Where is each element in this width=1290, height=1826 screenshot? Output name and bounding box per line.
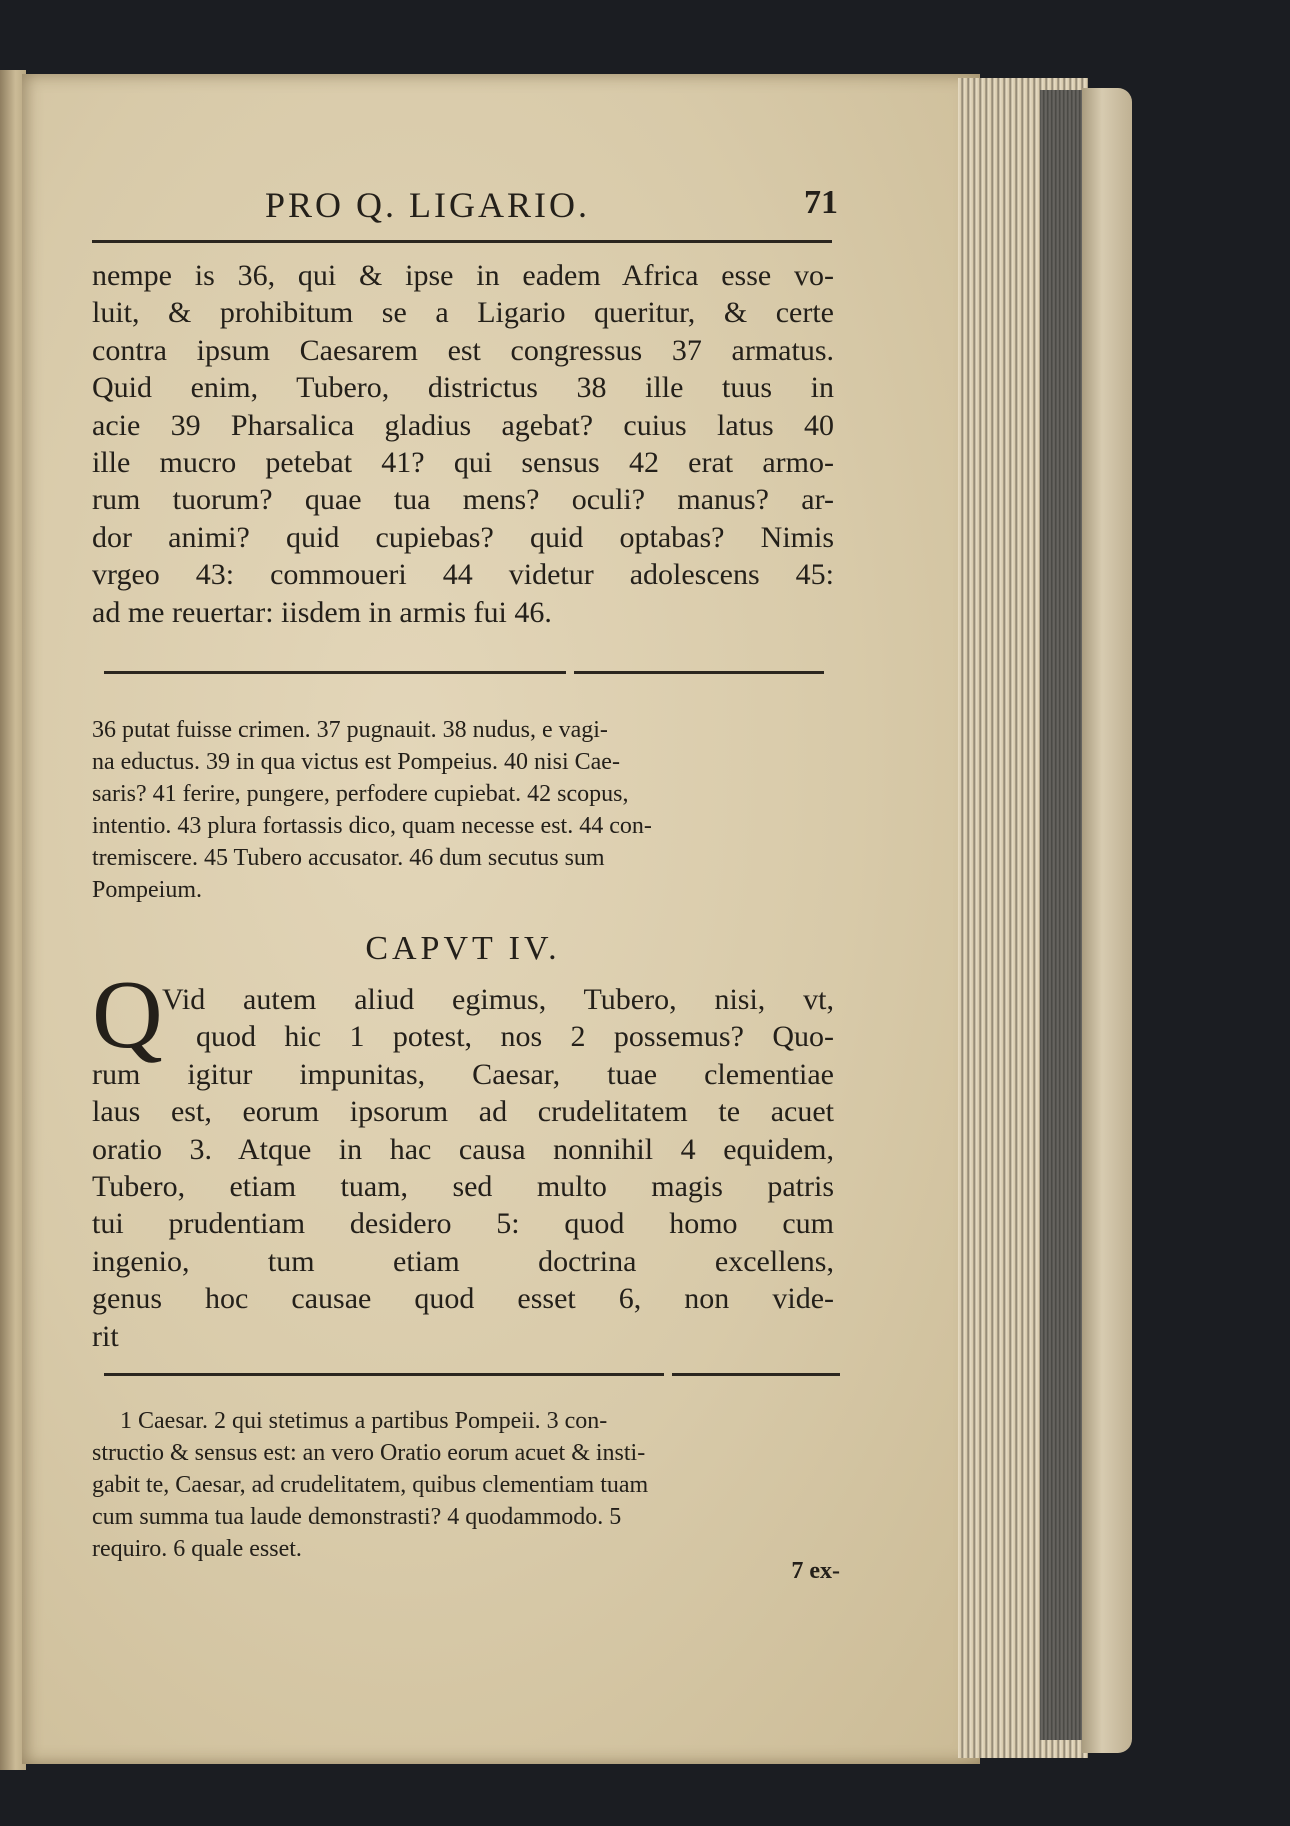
footnote-line: Pompeium. bbox=[92, 877, 203, 903]
notes-divider-top-right bbox=[574, 671, 824, 674]
text-line: ille mucro petebat 41? qui sensus 42 erat armo- bbox=[92, 445, 834, 479]
text-line: genus hoc causae quod esset 6, non vide- bbox=[92, 1282, 834, 1316]
footnote-line: requiro. 6 quale esset. bbox=[92, 1536, 302, 1562]
body-text-top bbox=[92, 257, 834, 631]
text-line: luit, & prohibitum se a Ligario queritur, & certe bbox=[92, 296, 834, 330]
text-line: rit bbox=[92, 1319, 119, 1353]
text-line: ad me reuertar: iisdem in armis fui 46. bbox=[92, 595, 552, 629]
body-text-bottom bbox=[92, 981, 834, 1355]
footnotes-top bbox=[92, 714, 834, 906]
text-line: rum tuorum? quae tua mens? oculi? manus? ar- bbox=[92, 483, 834, 517]
text-line: laus est, eorum ipsorum ad crudelitatem te acuet bbox=[92, 1095, 834, 1129]
text-line: quod hic 1 potest, nos 2 possemus? Quo- bbox=[196, 1020, 834, 1054]
text-line: nempe is 36, qui & ipse in eadem Africa esse vo- bbox=[92, 259, 834, 292]
drop-cap: Q bbox=[92, 961, 163, 1069]
notes-divider-bottom-right bbox=[672, 1373, 840, 1376]
page-number: 71 bbox=[804, 184, 838, 221]
text-line: Vid autem aliud egimus, Tubero, nisi, vt, bbox=[162, 983, 834, 1016]
text-line: dor animi? quid cupiebas? quid optabas? Nimis bbox=[92, 520, 834, 554]
text-line: rum igitur impunitas, Caesar, tuae clementiae bbox=[92, 1057, 834, 1091]
text-line: Tubero, etiam tuam, sed multo magis patris bbox=[92, 1169, 834, 1203]
notes-divider-bottom bbox=[104, 1373, 664, 1376]
chapter-title: CAPVT IV. bbox=[365, 930, 561, 967]
notes-divider-top bbox=[104, 671, 566, 674]
book-cover-edge bbox=[1082, 88, 1132, 1753]
text-line: Quid enim, Tubero, districtus 38 ille tuus in bbox=[92, 371, 834, 405]
text-line: ingenio, tum etiam doctrina excellens, bbox=[92, 1244, 834, 1278]
text-line: vrgeo 43: commoueri 44 videtur adolescens 45: bbox=[92, 558, 834, 592]
footnote-line: 36 putat fuisse crimen. 37 pugnauit. 38 nudus, e vagi- bbox=[92, 717, 608, 743]
footnote-line: intentio. 43 plura fortassis dico, quam necesse est. 44 con- bbox=[92, 813, 652, 839]
header-rule bbox=[92, 240, 832, 243]
footnote-line: structio & sensus est: an vero Oratio eorum acuet & insti- bbox=[92, 1440, 646, 1466]
text-line: acie 39 Pharsalica gladius agebat? cuius latus 40 bbox=[92, 408, 834, 442]
catchword: 7 ex- bbox=[791, 1558, 840, 1584]
page-fore-edge-shadow bbox=[1040, 90, 1088, 1740]
running-head: PRO Q. LIGARIO. bbox=[265, 185, 591, 225]
text-line: contra ipsum Caesarem est congressus 37 armatus. bbox=[92, 333, 834, 367]
text-line: oratio 3. Atque in hac causa nonnihil 4 equidem, bbox=[92, 1132, 834, 1166]
text-line: tui prudentiam desidero 5: quod homo cum bbox=[92, 1207, 834, 1241]
footnote-line: saris? 41 ferire, pungere, perfodere cupiebat. 42 scopus, bbox=[92, 781, 629, 807]
footnote-line: cum summa tua laude demonstrasti? 4 quodammodo. 5 bbox=[92, 1504, 622, 1530]
footnote-line: 1 Caesar. 2 qui stetimus a partibus Pompeii. 3 con- bbox=[120, 1408, 608, 1434]
footnote-line: tremiscere. 45 Tubero accusator. 46 dum secutus sum bbox=[92, 845, 605, 871]
footnotes-bottom bbox=[92, 1405, 834, 1565]
footnote-line: gabit te, Caesar, ad crudelitatem, quibus clementiam tuam bbox=[92, 1472, 649, 1498]
footnote-line: na eductus. 39 in qua victus est Pompeius. 40 nisi Cae- bbox=[92, 749, 620, 775]
